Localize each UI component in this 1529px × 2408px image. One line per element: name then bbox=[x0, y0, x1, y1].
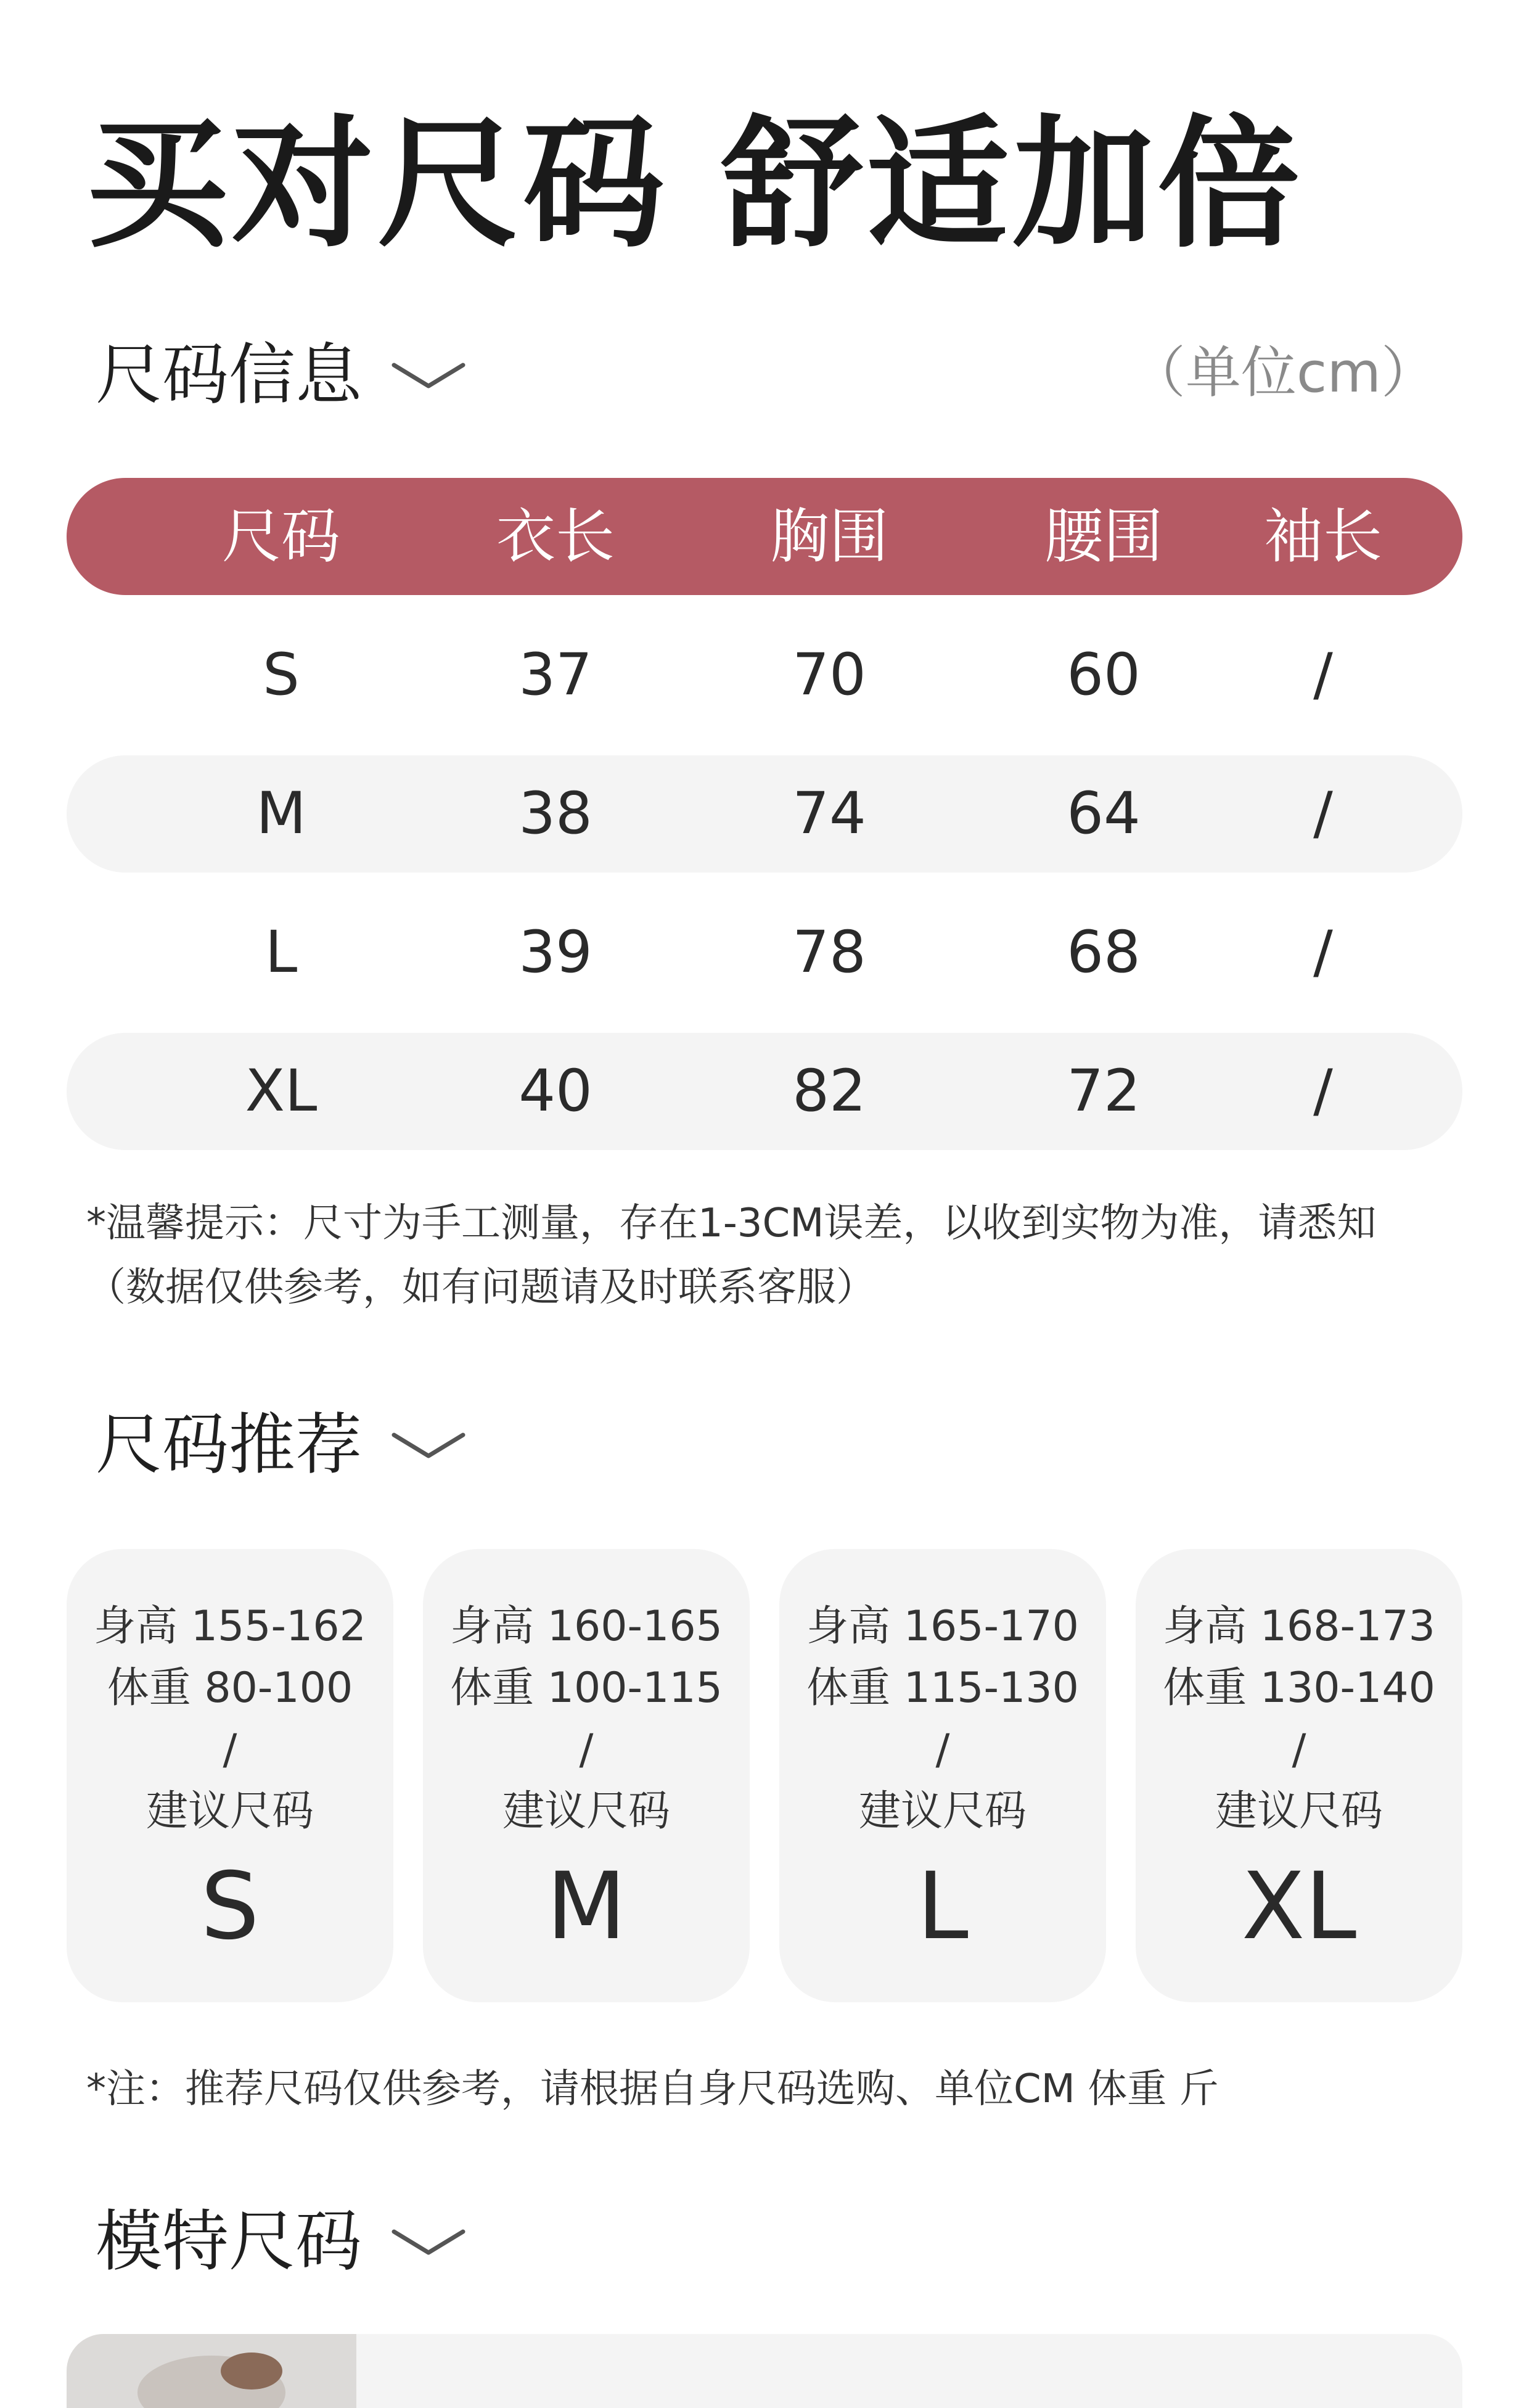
card-weight: 体重 130-140 bbox=[1163, 1664, 1435, 1712]
card-height: 身高 168-173 bbox=[1163, 1602, 1435, 1651]
tip-line: （数据仅供参考，如有问题请及时联系客服） bbox=[86, 1265, 875, 1310]
table-cell: 82 bbox=[792, 1058, 866, 1125]
recommend-card bbox=[1136, 1549, 1462, 2002]
column-header: 尺码 bbox=[222, 502, 340, 571]
recommend-note: *注：推荐尺码仅供参考，请根据自身尺码选购、单位CM 体重 斤 bbox=[86, 2066, 1219, 2112]
table-row bbox=[67, 617, 1462, 734]
card-height: 身高 160-165 bbox=[450, 1602, 723, 1651]
card-weight: 体重 100-115 bbox=[450, 1664, 723, 1712]
card-size: M bbox=[546, 1853, 626, 1960]
chevron-down-icon[interactable] bbox=[391, 2227, 465, 2258]
table-cell: 40 bbox=[519, 1058, 592, 1125]
table-cell: XL bbox=[245, 1058, 318, 1125]
table-cell: 39 bbox=[519, 919, 592, 986]
table-cell: / bbox=[1313, 780, 1333, 847]
model-header[interactable] bbox=[96, 2203, 465, 2280]
card-weight: 体重 80-100 bbox=[107, 1664, 353, 1712]
card-advice: 建议尺码 bbox=[1215, 1787, 1383, 1836]
table-cell: 64 bbox=[1067, 780, 1141, 847]
page-title: 买对尺码 舒适加倍 bbox=[86, 102, 1304, 267]
model-photo bbox=[67, 2334, 356, 2408]
card-separator: / bbox=[935, 1725, 950, 1774]
card-size: XL bbox=[1241, 1853, 1357, 1960]
card-weight: 体重 115-130 bbox=[806, 1664, 1079, 1712]
card-separator: / bbox=[223, 1725, 237, 1774]
card-size: L bbox=[917, 1853, 969, 1960]
card-advice: 建议尺码 bbox=[502, 1787, 670, 1836]
table-row bbox=[67, 1033, 1462, 1150]
table-cell: M bbox=[256, 780, 306, 847]
table-cell: / bbox=[1313, 641, 1333, 709]
table-cell: 60 bbox=[1067, 641, 1141, 709]
column-header: 胸围 bbox=[770, 502, 888, 571]
card-height: 身高 155-162 bbox=[94, 1602, 366, 1651]
table-cell: 68 bbox=[1067, 919, 1141, 986]
table-cell: S bbox=[263, 641, 300, 709]
card-size: S bbox=[200, 1853, 260, 1960]
measurement-tip bbox=[86, 1191, 1455, 1320]
column-header: 腰围 bbox=[1044, 502, 1163, 571]
chevron-down-icon[interactable] bbox=[391, 360, 465, 391]
table-cell: 74 bbox=[792, 780, 866, 847]
table-cell: 78 bbox=[792, 919, 866, 986]
recommend-card bbox=[67, 1549, 393, 2002]
recommend-header[interactable] bbox=[96, 1407, 465, 1484]
card-separator: / bbox=[579, 1725, 594, 1774]
card-advice: 建议尺码 bbox=[146, 1787, 314, 1836]
model-card bbox=[67, 2334, 1462, 2408]
card-height: 身高 165-170 bbox=[806, 1602, 1079, 1651]
recommend-heading: 尺码推荐 bbox=[96, 1407, 363, 1484]
unit-note: （单位cm） bbox=[1129, 340, 1437, 405]
table-cell: L bbox=[264, 919, 298, 986]
recommend-card bbox=[779, 1549, 1106, 2002]
table-cell: 38 bbox=[519, 780, 592, 847]
card-separator: / bbox=[1292, 1725, 1306, 1774]
table-row bbox=[67, 894, 1462, 1011]
card-advice: 建议尺码 bbox=[858, 1787, 1027, 1836]
table-cell: 72 bbox=[1067, 1058, 1141, 1125]
model-photo-image bbox=[67, 2334, 356, 2408]
table-row bbox=[67, 755, 1462, 873]
column-header: 衣长 bbox=[496, 502, 615, 571]
table-header-row bbox=[67, 478, 1462, 595]
table-cell: 37 bbox=[519, 641, 592, 709]
table-cell: 70 bbox=[792, 641, 866, 709]
table-cell: / bbox=[1313, 919, 1333, 986]
tip-line: *温馨提示：尺寸为手工测量，存在1-3CM误差，以收到实物为准，请悉知 bbox=[86, 1201, 1377, 1246]
size-info-heading: 尺码信息 bbox=[96, 337, 363, 414]
table-cell: / bbox=[1313, 1058, 1333, 1125]
chevron-down-icon[interactable] bbox=[391, 1430, 465, 1461]
recommend-card bbox=[423, 1549, 750, 2002]
size-info-header[interactable] bbox=[96, 337, 465, 414]
column-header: 袖长 bbox=[1264, 502, 1382, 571]
model-heading: 模特尺码 bbox=[96, 2203, 363, 2280]
